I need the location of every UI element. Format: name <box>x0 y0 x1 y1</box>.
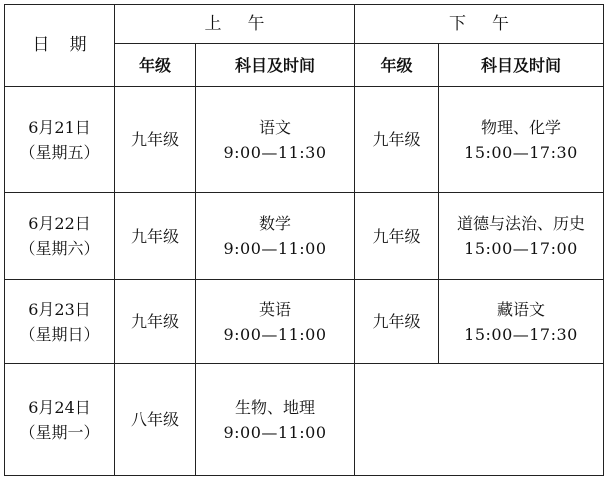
am-grade-cell: 八年级 <box>115 364 196 476</box>
date-cell <box>5 280 115 364</box>
am-grade-cell: 九年级 <box>115 87 196 193</box>
pm-subject-cell <box>439 280 604 364</box>
date-text: 6月22日 <box>28 214 91 233</box>
header-date: 日期 <box>5 5 115 87</box>
table-row <box>5 87 604 193</box>
pm-subject-text: 藏语文 <box>496 299 545 319</box>
am-subject-text: 生物、地理 <box>234 397 315 417</box>
pm-grade-cell: 九年级 <box>355 280 439 364</box>
table-row <box>5 364 604 476</box>
am-subject-text: 英语 <box>258 299 291 319</box>
date-cell <box>5 87 115 193</box>
pm-grade-cell: 九年级 <box>355 87 439 193</box>
exam-schedule-table <box>4 4 604 476</box>
date-cell <box>5 364 115 476</box>
weekday-text: （星期日） <box>19 324 100 344</box>
am-time-text: 9:00—11:00 <box>223 422 327 442</box>
am-subject-cell <box>196 364 355 476</box>
date-text: 6月21日 <box>28 117 91 137</box>
am-subject-text: 数学 <box>258 214 291 233</box>
am-time-text: 9:00—11:00 <box>223 239 327 258</box>
weekday-text: （星期五） <box>19 142 100 162</box>
am-subject-text: 语文 <box>258 117 291 137</box>
pm-subject-text: 物理、化学 <box>480 117 561 137</box>
header-morning: 上午 <box>115 5 355 44</box>
pm-subject-text: 道德与法治、历史 <box>456 214 585 233</box>
pm-time-text: 15:00—17:30 <box>464 142 578 162</box>
header-am-grade: 年级 <box>115 44 196 87</box>
am-subject-cell <box>196 87 355 193</box>
date-text: 6月24日 <box>28 397 91 417</box>
weekday-text: （星期一） <box>19 422 100 442</box>
pm-time-text: 15:00—17:30 <box>464 324 578 344</box>
am-time-text: 9:00—11:30 <box>223 142 327 162</box>
date-cell <box>5 193 115 280</box>
am-subject-cell <box>196 280 355 364</box>
am-grade-cell: 九年级 <box>115 193 196 280</box>
header-row-top <box>5 5 604 44</box>
date-text: 6月23日 <box>28 299 91 319</box>
pm-grade-cell: 九年级 <box>355 193 439 280</box>
pm-empty-cell <box>355 364 604 476</box>
header-pm-subject-time: 科目及时间 <box>439 44 604 87</box>
pm-subject-cell <box>439 193 604 280</box>
header-pm-grade: 年级 <box>355 44 439 87</box>
am-grade-cell: 九年级 <box>115 280 196 364</box>
header-am-subject-time: 科目及时间 <box>196 44 355 87</box>
am-time-text: 9:00—11:00 <box>223 324 327 344</box>
header-afternoon: 下午 <box>355 5 604 44</box>
am-subject-cell <box>196 193 355 280</box>
pm-subject-cell <box>439 87 604 193</box>
pm-time-text: 15:00—17:00 <box>464 239 578 258</box>
table-row <box>5 193 604 280</box>
table-row <box>5 280 604 364</box>
weekday-text: （星期六） <box>19 239 100 258</box>
